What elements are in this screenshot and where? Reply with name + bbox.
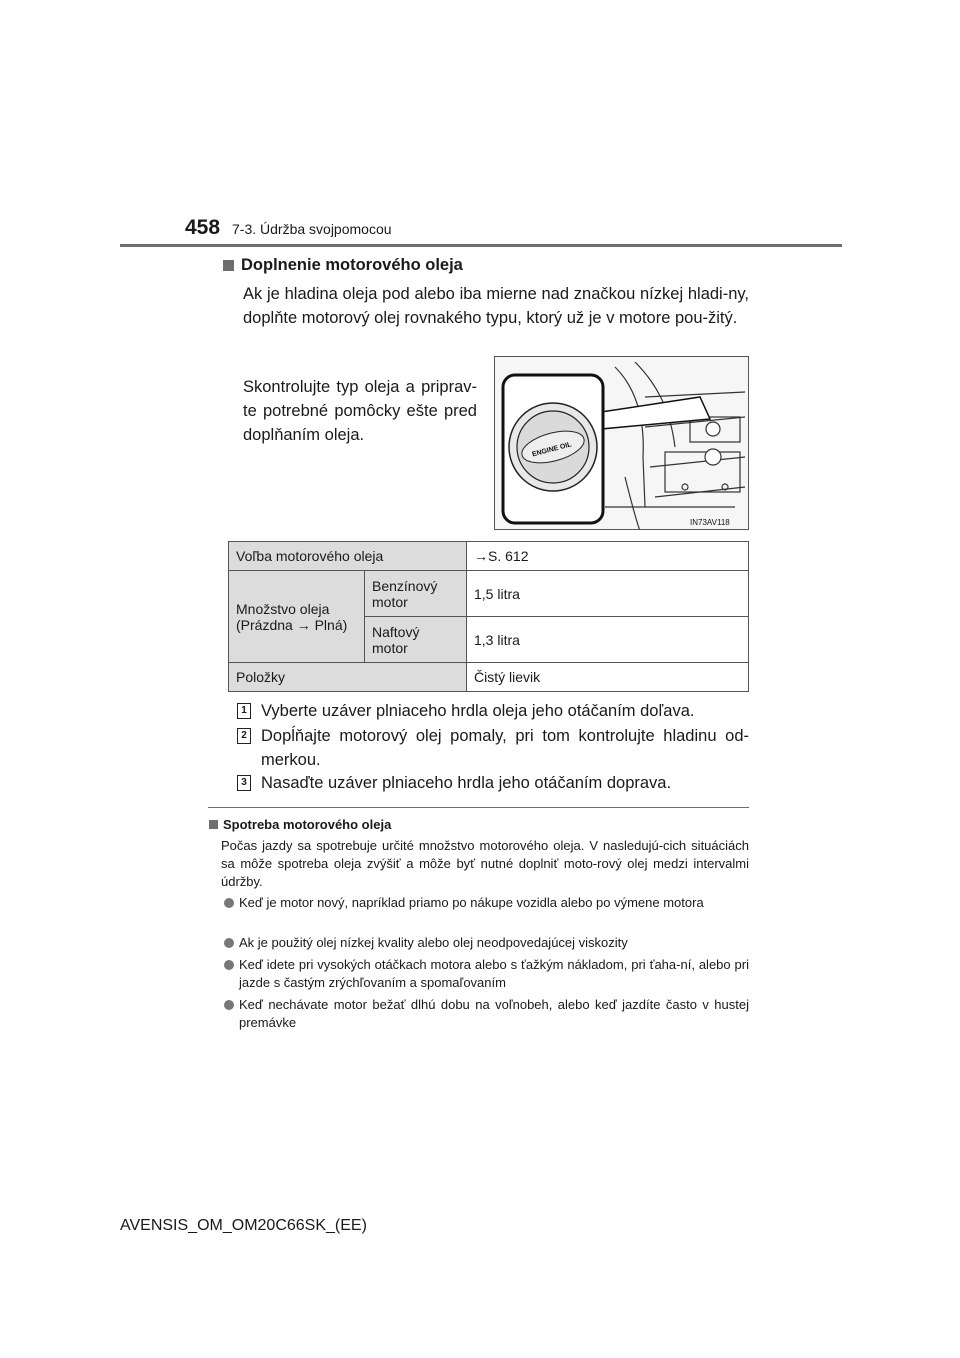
step-text: Vyberte uzáver plniaceho hrdla oleja jeho otáčaním doľava.	[261, 702, 695, 720]
check-paragraph: Skontrolujte typ oleja a priprav-te potrebné pomôcky ešte pred doplňaním oleja.	[243, 378, 477, 444]
step-text: Dopĺňajte motorový olej pomaly, pri tom kontrolujte hladinu od-merkou.	[261, 727, 749, 769]
circle-bullet-icon	[224, 1000, 234, 1010]
bullet-text: Ak je použitý olej nízkej kvality alebo olej neodpovedajúcej viskozity	[239, 935, 628, 950]
petrol-engine-label: Benzínový motor	[365, 571, 467, 617]
list-item	[224, 934, 749, 952]
chapter-title: 7-3. Údržba svojpomocou	[232, 221, 392, 237]
step-number: 2	[237, 728, 251, 744]
oil-spec-table	[228, 541, 749, 692]
step-text: Nasaďte uzáver plniaceho hrdla jeho otáčaním doprava.	[261, 774, 672, 792]
footer-code: AVENSIS_OM_OM20C66SK_(EE)	[120, 1217, 367, 1234]
circle-bullet-icon	[224, 960, 234, 970]
note-paragraph: Počas jazdy sa spotrebuje určité množstvo motorového oleja. V nasledujú-cich situáciách sa môže spotreba oleja zvýšiť a môže byť nutné doplniť moto-rový olej medzi intervalmi údržby.	[221, 838, 749, 889]
bullet-text: Keď idete pri vysokých otáčkach motora alebo s ťažkým nákladom, pri ťaha-ní, alebo pri jazde s častým zrýchľovaním a spomaľovaním	[239, 957, 749, 990]
section-heading	[223, 256, 463, 275]
note-title: Spotreba motorového oleja	[223, 817, 392, 832]
step-number: 1	[237, 703, 251, 719]
step-item	[237, 771, 749, 795]
header-divider	[120, 244, 842, 247]
bullet-text: Keď nechávate motor bežať dlhú dobu na voľnobeh, alebo keď jazdíte často v hustej premávke	[239, 997, 749, 1030]
circle-bullet-icon	[224, 898, 234, 908]
oil-quantity-label: Množstvo oleja (Prázdna → Plná)	[229, 571, 365, 663]
items-value: Čistý lievik	[467, 663, 749, 692]
step-item	[237, 724, 749, 772]
petrol-engine-value: 1,5 litra	[467, 571, 749, 617]
diesel-engine-label: Naftový motor	[365, 617, 467, 663]
oil-type-value: →S. 612	[467, 542, 749, 571]
table-row	[229, 542, 749, 571]
oil-type-label: Voľba motorového oleja	[229, 542, 467, 571]
step-item	[237, 699, 749, 723]
circle-bullet-icon	[224, 938, 234, 948]
step-number: 3	[237, 775, 251, 791]
oil-cap-label: ENGINE OIL	[531, 441, 573, 459]
list-item	[224, 956, 749, 992]
illustration-code: IN73AV118	[690, 518, 730, 527]
square-bullet-icon	[209, 820, 218, 829]
note-heading	[209, 817, 391, 832]
notes-divider	[208, 807, 749, 808]
table-row	[229, 663, 749, 692]
bullet-text: Keď je motor nový, napríklad priamo po nákupe vozidla alebo po výmene motora	[239, 895, 704, 910]
list-item	[224, 894, 749, 912]
table-row	[229, 571, 749, 617]
square-bullet-icon	[223, 260, 234, 271]
engine-oil-cap-illustration	[494, 356, 749, 530]
page-number: 458	[185, 216, 221, 239]
items-label: Položky	[229, 663, 467, 692]
diesel-engine-value: 1,3 litra	[467, 617, 749, 663]
list-item	[224, 996, 749, 1032]
intro-paragraph: Ak je hladina oleja pod alebo iba mierne nad značkou nízkej hladi-ny, doplňte motorový olej rovnakého typu, ktorý už je v motore pou-žitý.	[243, 285, 749, 327]
section-title: Doplnenie motorového oleja	[241, 256, 463, 274]
engine-bay-drawing	[495, 357, 749, 530]
